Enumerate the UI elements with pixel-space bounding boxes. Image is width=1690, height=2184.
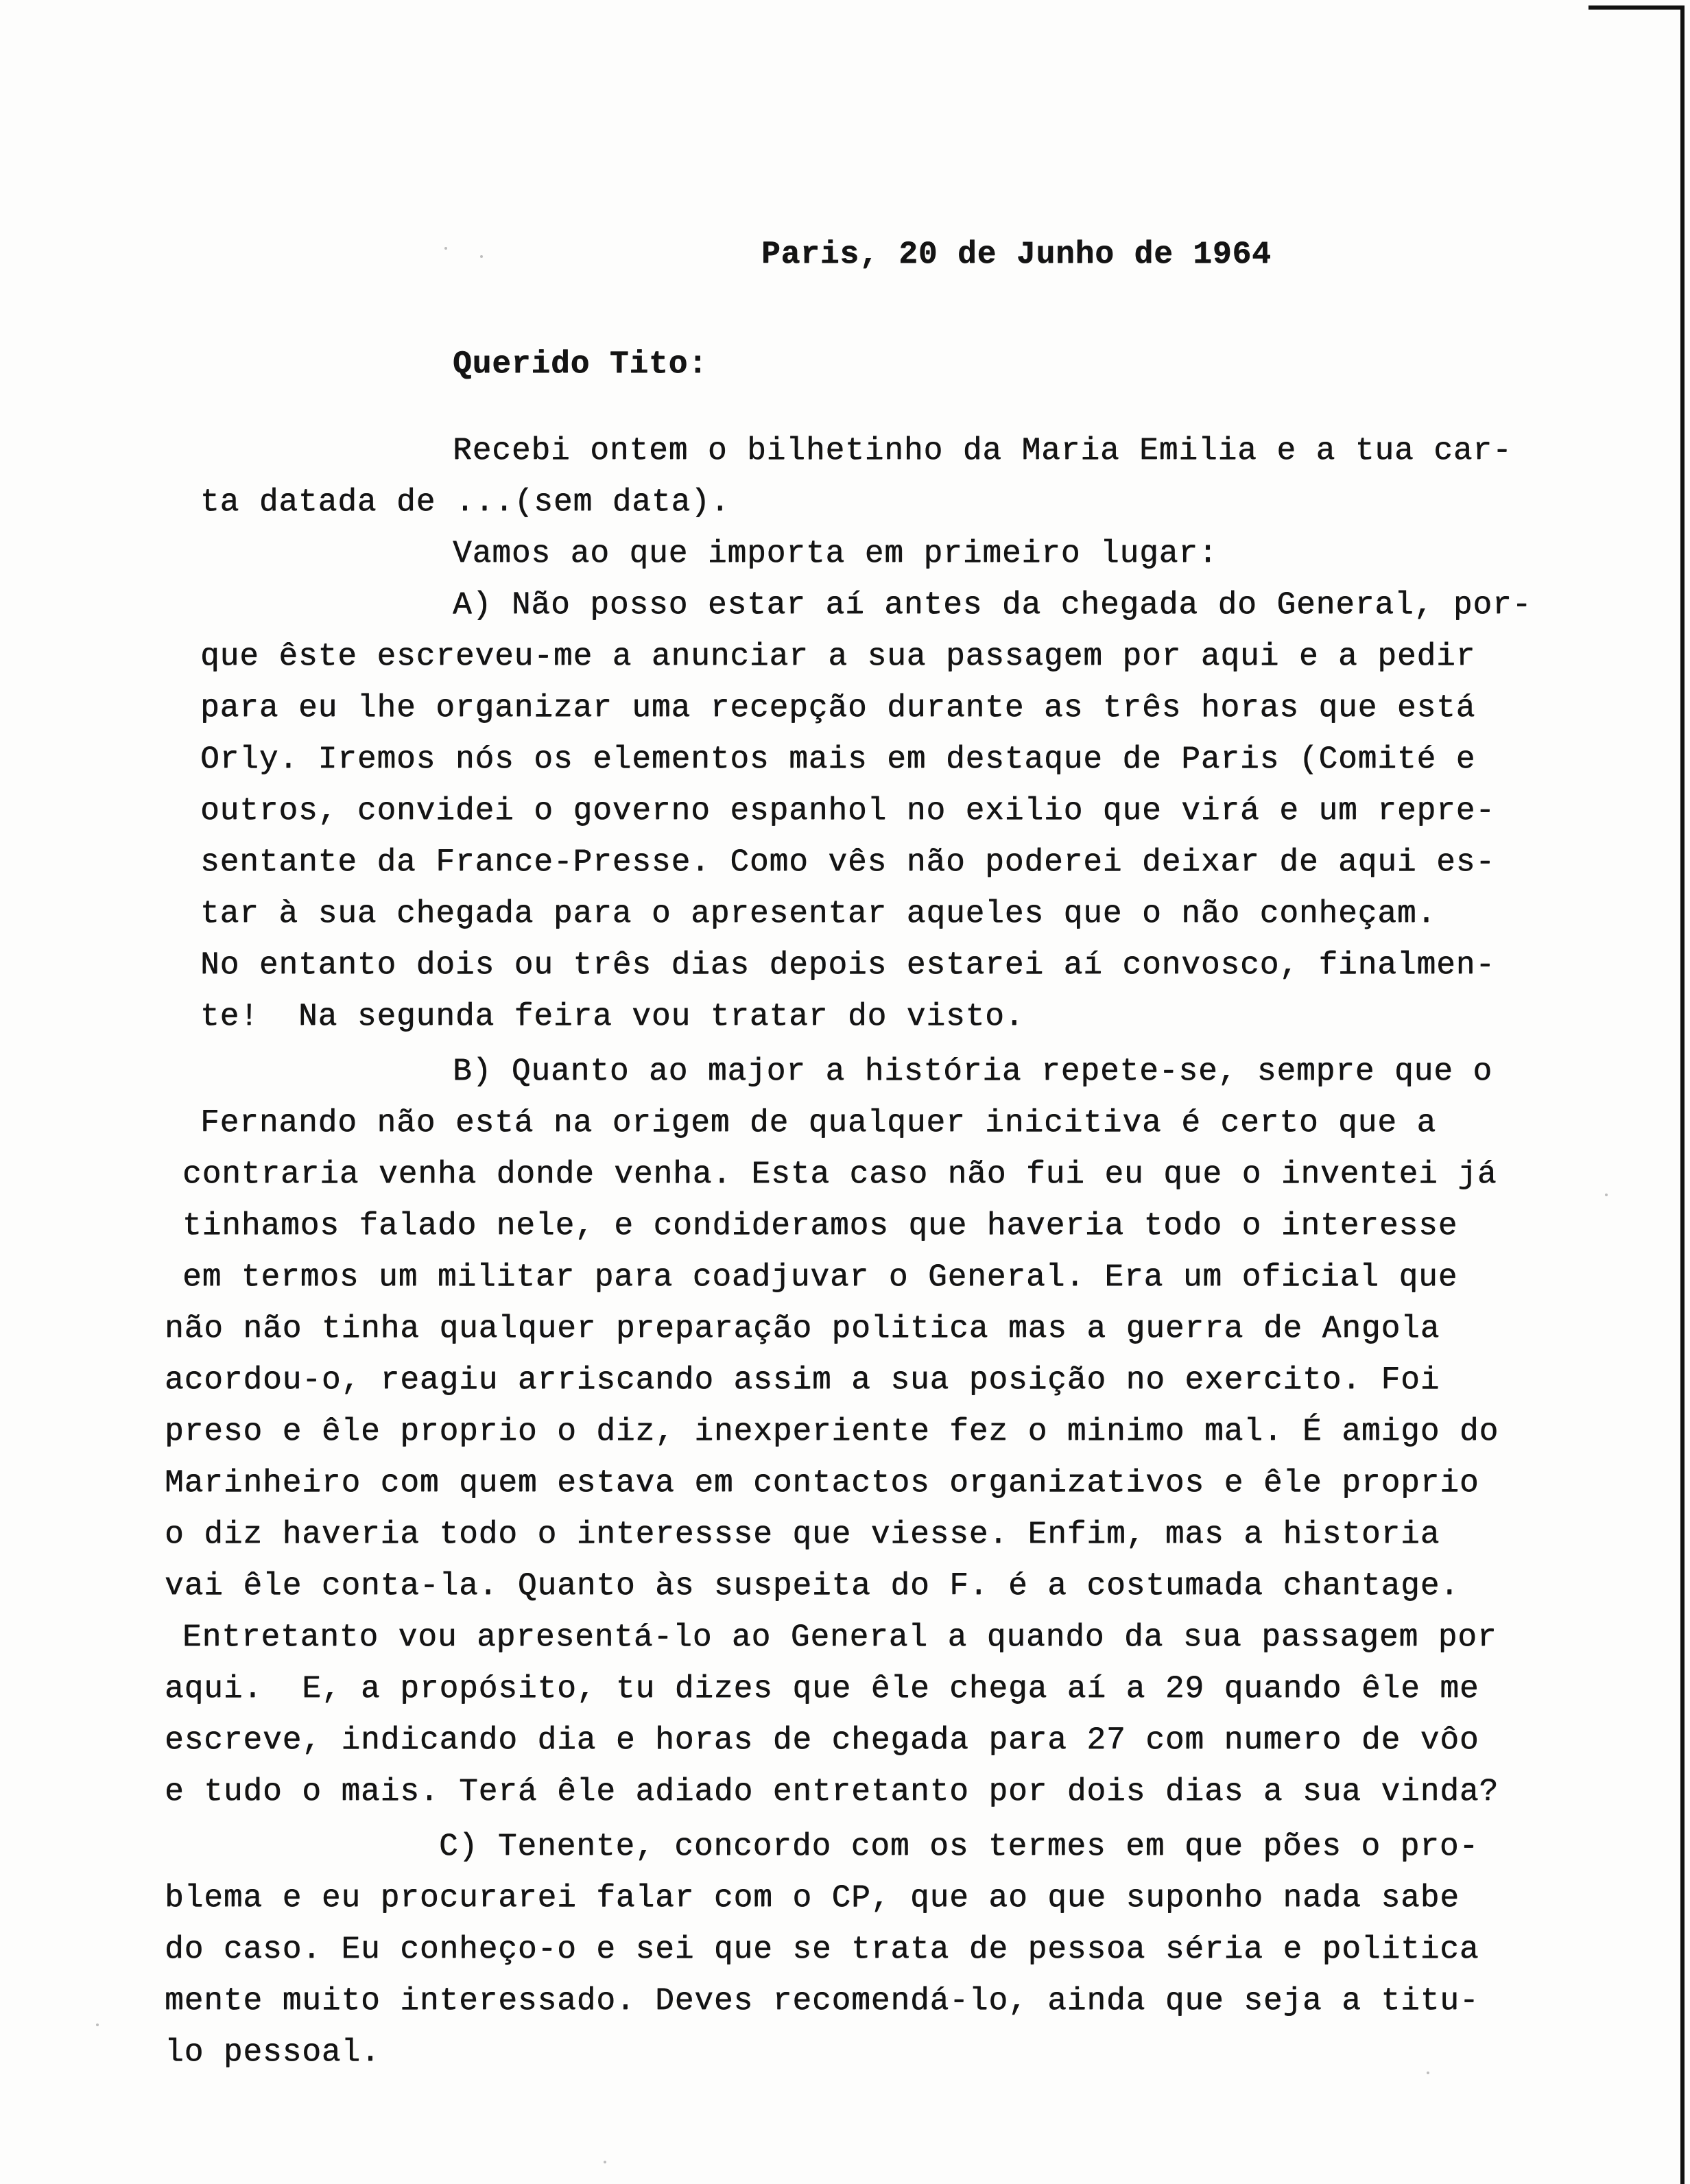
letter-line: o diz haveria todo o interessse que viesse. Enfim, mas a historia [165, 1517, 1440, 1552]
letter-salutation: Querido Tito: [453, 346, 708, 382]
letter-line: No entanto dois ou três dias depois estarei aí convosco, finalmen- [200, 947, 1495, 983]
paper-speck [96, 2023, 99, 2026]
letter-line: sentante da France-Presse. Como vês não poderei deixar de aqui es- [200, 844, 1495, 880]
letter-line: Recebi ontem o bilhetinho da Maria Emilia e a tua car- [453, 433, 1512, 468]
letter-line: e tudo o mais. Terá êle adiado entretanto por dois dias a sua vinda? [165, 1774, 1499, 1809]
paper-speck [1427, 2072, 1429, 2074]
letter-line: tinhamos falado nele, e condideramos que haveria todo o interesse [182, 1208, 1458, 1244]
letter-line: para eu lhe organizar uma recepção durante as três horas que está [200, 690, 1476, 726]
letter-line: B) Quanto ao major a história repete-se, sempre que o [453, 1054, 1493, 1089]
paper-speck [480, 255, 483, 258]
letter-line: Vamos ao que importa em primeiro lugar: [453, 536, 1218, 571]
letter-line: não não tinha qualquer preparação politica mas a guerra de Angola [165, 1311, 1440, 1346]
letter-line: em termos um militar para coadjuvar o General. Era um oficial que [182, 1259, 1458, 1295]
letter-line: vai êle conta-la. Quanto às suspeita do F. é a costumada chantage. [165, 1568, 1460, 1604]
letter-line: preso e êle proprio o diz, inexperiente fez o minimo mal. É amigo do [165, 1414, 1499, 1449]
paper-speck [444, 247, 447, 250]
letter-line: te! Na segunda feira vou tratar do visto. [200, 999, 1025, 1034]
letter-line: do caso. Eu conheço-o e sei que se trata de pessoa séria e politica [165, 1932, 1479, 1967]
letter-line: que êste escreveu-me a anunciar a sua passagem por aqui e a pedir [200, 639, 1476, 674]
letter-dateline: Paris, 20 de Junho de 1964 [761, 237, 1272, 272]
letter-line: contraria venha donde venha. Esta caso não fui eu que o inventei já [182, 1156, 1497, 1192]
letter-line: Entretanto vou apresentá-lo ao General a quando da sua passagem por [182, 1619, 1497, 1655]
letter-line: Orly. Iremos nós os elementos mais em destaque de Paris (Comité e [200, 741, 1476, 777]
page-edge-right [1680, 7, 1685, 2184]
letter-line: A) Não posso estar aí antes da chegada do General, por- [453, 587, 1532, 623]
page-edge-top [1588, 5, 1685, 10]
letter-line: ta datada de ...(sem data). [200, 484, 730, 520]
letter-line: blema e eu procurarei falar com o CP, que ao que suponho nada sabe [165, 1880, 1460, 1916]
paper-speck [1605, 1194, 1608, 1196]
letter-line: C) Tenente, concordo com os termes em que pões o pro- [439, 1829, 1479, 1864]
paper-speck [604, 2161, 606, 2163]
letter-line: mente muito interessado. Deves recomendá-lo, ainda que seja a titu- [165, 1983, 1479, 2019]
letter-line: acordou-o, reagiu arriscando assim a sua posição no exercito. Foi [165, 1362, 1440, 1398]
letter-line: outros, convidei o governo espanhol no exilio que virá e um repre- [200, 793, 1495, 829]
letter-line: Fernando não está na origem de qualquer inicitiva é certo que a [200, 1105, 1437, 1141]
letter-line: escreve, indicando dia e horas de chegada para 27 com numero de vôo [165, 1722, 1479, 1758]
letter-line: lo pessoal. [165, 2034, 381, 2070]
letter-line: aqui. E, a propósito, tu dizes que êle chega aí a 29 quando êle me [165, 1671, 1479, 1707]
letter-line: Marinheiro com quem estava em contactos organizativos e êle proprio [165, 1465, 1479, 1501]
letter-line: tar à sua chegada para o apresentar aqueles que o não conheçam. [200, 896, 1437, 931]
